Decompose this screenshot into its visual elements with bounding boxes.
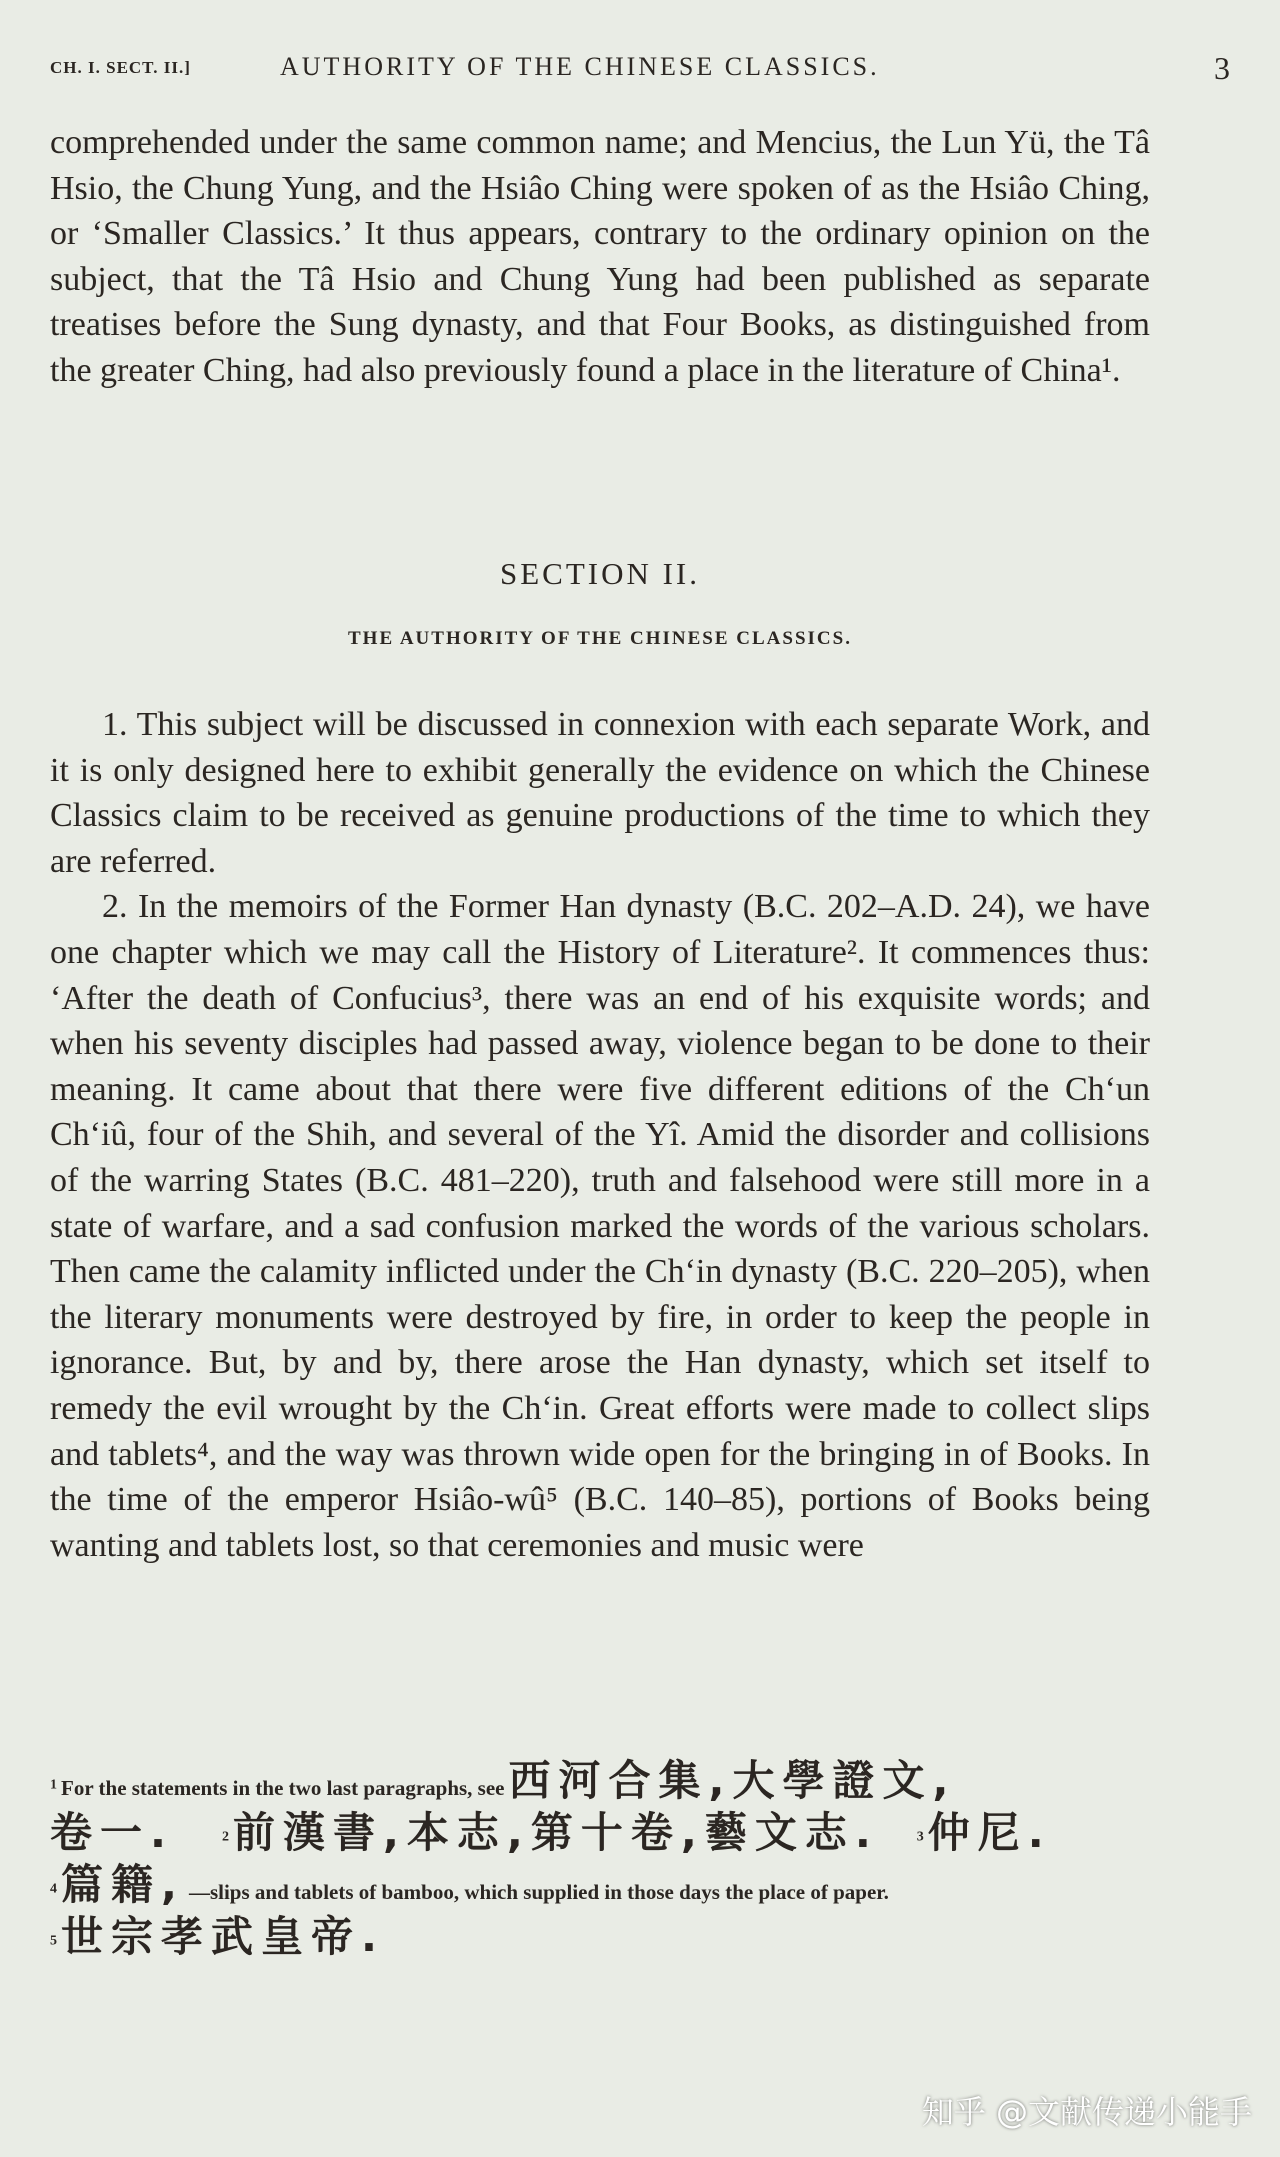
footnote-4-chinese: 篇籍, bbox=[61, 1860, 185, 1909]
footnote-5-mark: 5 bbox=[50, 1933, 57, 1949]
footnote-4-line bbox=[50, 1852, 1150, 1909]
footnote-4-text: —slips and tablets of bamboo, which supplied in those days the place of paper. bbox=[188, 1880, 889, 1904]
footnote-2-3-line bbox=[50, 1800, 1150, 1857]
running-head bbox=[50, 52, 1230, 92]
paragraph-1: 1. This subject will be discussed in connexion with each separate Work, and it is only designed here to exhibit generally the evidence on which the Chinese Classics claim to be received as genuine productions of the time to which they are referred. bbox=[50, 706, 1150, 880]
footnote-1-line bbox=[50, 1748, 1150, 1805]
footnote-1-text: For the statements in the two last paragraphs, see bbox=[61, 1776, 505, 1800]
footnote-5-line bbox=[50, 1904, 1150, 1961]
section-body bbox=[50, 702, 1150, 1568]
section-heading: SECTION II. bbox=[499, 556, 701, 591]
footnotes bbox=[50, 1748, 1150, 1961]
paragraph-2: 2. In the memoirs of the Former Han dynasty (B.C. 202–A.D. 24), we have one chapter which we may call the History of Literature². It commences thus: ‘After the death of Confucius³, there was an end of his exquisite words; and when his seventy disciples had passed away, violence began to be done to their meaning. It came about that there were five different editions of the Ch‘un Ch‘iû, four of the Shih, and several of the Yî. Amid the disorder and collisions of the warring States (B.C. 481–220), truth and falsehood were still more in a state of warfare, and a sad confusion marked the words of the various scholars. Then came the calamity inflicted under the Ch‘in dynasty (B.C. 220–205), when the literary monuments were destroyed by fire, in order to keep the people in ignorance. But, by and by, there arose the Han dynasty, which set itself to remedy the evil wrought by the Ch‘in. Great efforts were made to collect slips and tablets⁴, and the way was thrown wide open for the bringing in of Books. In the time of the emperor Hsiâo-wû⁵ (B.C. 140–85), portions of Books being wanting and tablets lost, so that ceremonies and music were bbox=[50, 888, 1150, 1564]
watermark: 知乎 @文献传递小能手 bbox=[921, 2093, 1252, 2131]
footnote-2-mark: 2 bbox=[221, 1829, 229, 1845]
footnote-1-chinese: 西河合集,大學證文, bbox=[508, 1756, 957, 1805]
footnote-4-mark: 4 bbox=[50, 1881, 57, 1897]
continued-paragraph bbox=[50, 120, 1150, 394]
footnote-3-mark: 3 bbox=[916, 1829, 924, 1845]
footnote-1-mark: 1 bbox=[50, 1777, 57, 1793]
section-subheading: THE AUTHORITY OF THE CHINESE CLASSICS. bbox=[348, 628, 852, 649]
footnote-2-chinese: 前漢書,本志,第十卷,藝文志. bbox=[232, 1808, 879, 1857]
footnote-5-chinese: 世宗孝武皇帝. bbox=[61, 1912, 385, 1961]
running-title: AUTHORITY OF THE CHINESE CLASSICS. bbox=[280, 52, 880, 81]
footnote-1-chinese-cont: 卷一. bbox=[50, 1808, 174, 1857]
page-number: 3 bbox=[1214, 50, 1230, 86]
paragraph-text: comprehended under the same common name; and Mencius, the Lun Yü, the Tâ Hsio, the Chung Yung, and the Hsiâo Ching were spoken of as the Hsiâo Ching, or ‘Smaller Classics.’ It thus appears, contrary to the ordinary opinion on the subject, that the Tâ Hsio and Chung Yung had been published as separate treatises before the Sung dynasty, and that Four Books, as distinguished from the greater Ching, had also previously found a place in the literature of China¹. bbox=[50, 124, 1150, 389]
footnote-3-chinese: 仲尼. bbox=[927, 1808, 1052, 1857]
chapter-section-marker: CH. I. SECT. II.] bbox=[50, 58, 191, 77]
